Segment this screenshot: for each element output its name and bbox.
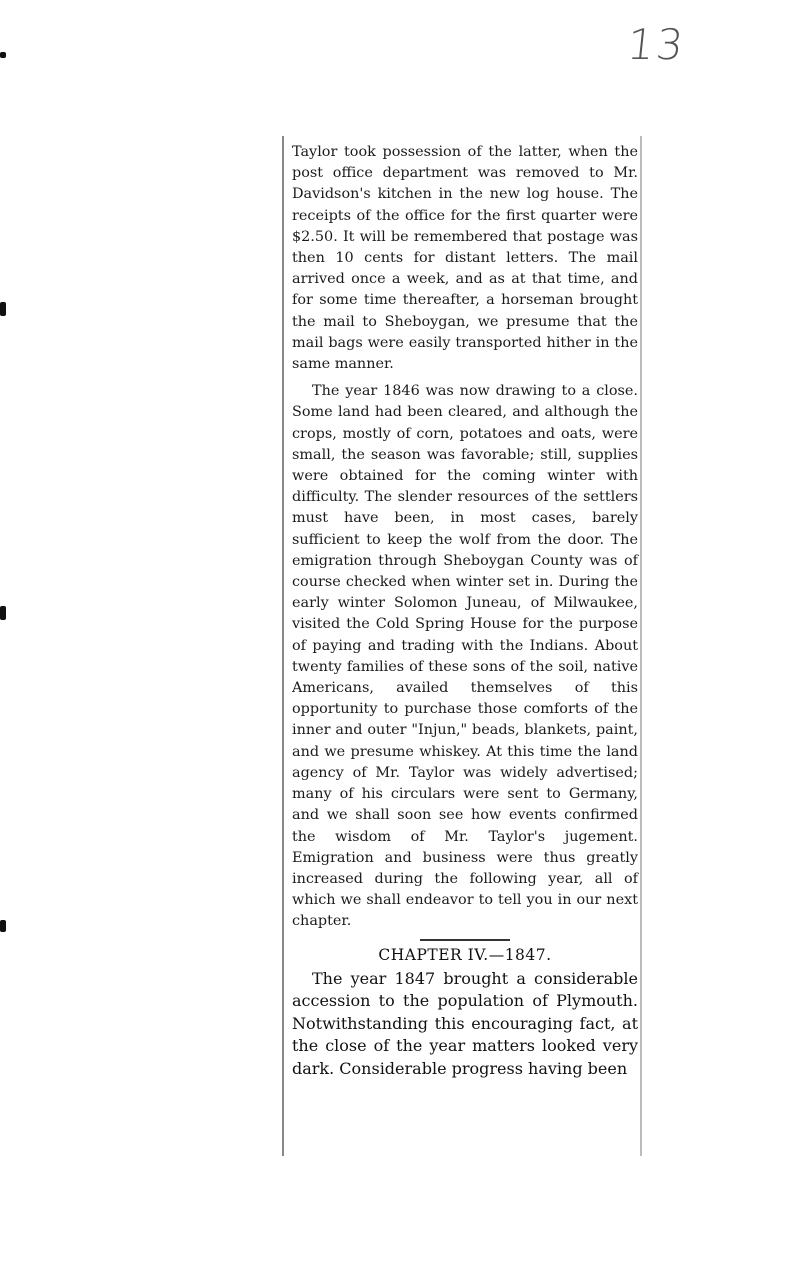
margin-mark [0, 606, 6, 620]
margin-mark [0, 302, 6, 316]
article-paragraph: The year 1846 was now drawing to a close. Some land had been cleared, and although the crops, mostly of corn, potatoes and oats, were small, the season was favorable; still, supplies were obtained for the coming winter with difficulty. The slender resources of the settlers must have been, in most cases, barely sufficient to keep the wolf from the door. The emigration through Sheboygan County was of course checked when winter set in. During the early winter Solomon Juneau, of Milwaukee, visited the Cold Spring House for the purpose of paying and trading with the Indians. About twenty families of these sons of the soil, native Americans, availed themselves of this opportunity to purchase those comforts of the inner and outer "Injun," beads, blankets, paint, and we presume whiskey. At this time the land agency of Mr. Taylor was widely advertised; many of his circulars were sent to Germany, and we shall soon see how events confirmed the wisdom of Mr. Taylor's jugement. Emigration and business were thus greatly increased during the following year, all of which we shall endeavor to tell you in our next chapter. [292, 383, 638, 930]
page-number: 13 [624, 20, 688, 69]
chapter-paragraph: The year 1847 brought a considerable accession to the population of Plymouth. Notwithstanding this encouraging fact, at the close of the year matters looked very dark. Considerable progress having been [292, 968, 638, 1078]
article-paragraph: Taylor took possession of the latter, when the post office department was removed to Mr. Davidson's kitchen in the new log house. The receipts of the office for the first quarter were $2.50. It will be remembered that postage was then 10 cents for distant letters. The mail arrived once a week, and as at that time, and for some time thereafter, a horseman brought the mail to Sheboygan, we presume that the mail bags were easily transported hither in the same manner. [292, 144, 638, 373]
margin-mark [0, 920, 6, 932]
newspaper-clipping [282, 136, 642, 1156]
margin-mark [0, 52, 6, 58]
chapter-heading: CHAPTER IV.—1847. [378, 945, 552, 964]
section-divider [420, 939, 510, 941]
